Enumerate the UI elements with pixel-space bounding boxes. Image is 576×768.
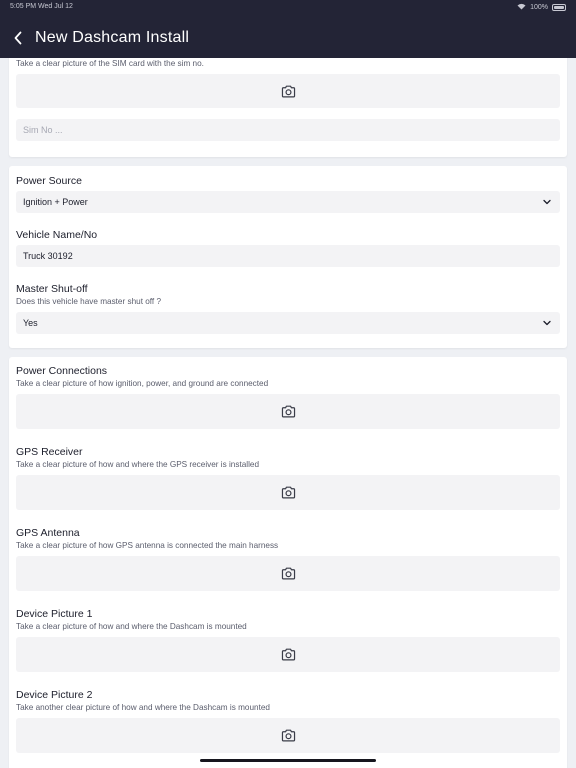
sim-card-section: [9, 48, 567, 157]
camera-icon: [281, 85, 296, 98]
vehicle-name-input[interactable]: Truck 30192: [16, 245, 560, 267]
photo-section-label: Device Picture 2: [16, 689, 93, 701]
wifi-icon: [517, 3, 526, 12]
power-source-label: Power Source: [16, 175, 82, 187]
camera-icon: [281, 648, 296, 661]
vehicle-name-label: Vehicle Name/No: [16, 229, 98, 241]
battery-percent: 100%: [530, 4, 548, 11]
photo-section-label: GPS Receiver: [16, 446, 83, 458]
master-shutoff-value: Yes: [23, 318, 38, 328]
master-shutoff-hint: Does this vehicle have master shut off ?: [16, 297, 162, 306]
status-bar: [0, 0, 576, 14]
home-indicator[interactable]: [200, 759, 376, 762]
photo-section-hint: Take a clear picture of how and where the Dashcam is mounted: [16, 622, 247, 631]
device-picture-2-photo-button[interactable]: [16, 718, 560, 753]
photo-section-label: Power Connections: [16, 365, 108, 377]
gps-receiver-photo-button[interactable]: [16, 475, 560, 510]
camera-icon: [281, 567, 296, 580]
photo-section-hint: Take a clear picture of how ignition, power, and ground are connected: [16, 379, 269, 388]
chevron-left-icon: [13, 31, 23, 45]
status-time: 5:05 PM Wed Jul 12: [10, 3, 73, 10]
sim-photo-button[interactable]: [16, 74, 560, 108]
camera-icon: [281, 405, 296, 418]
page-title: New Dashcam Install: [35, 29, 190, 46]
sim-number-input[interactable]: Sim No ...: [16, 119, 560, 141]
chevron-down-icon: [542, 197, 552, 207]
power-connections-photo-button[interactable]: [16, 394, 560, 429]
back-button[interactable]: [8, 27, 28, 49]
sim-photo-hint: Take a clear picture of the SIM card with the sim no.: [16, 59, 204, 68]
photo-section-hint: Take another clear picture of how and where the Dashcam is mounted: [16, 703, 270, 712]
device-picture-1-photo-button[interactable]: [16, 637, 560, 672]
status-indicators: [517, 3, 566, 12]
photo-section-label: GPS Antenna: [16, 527, 80, 539]
camera-icon: [281, 729, 296, 742]
power-source-value: Ignition + Power: [23, 197, 88, 207]
power-source-select[interactable]: [16, 191, 560, 213]
master-shutoff-label: Master Shut-off: [16, 283, 88, 295]
chevron-down-icon: [542, 318, 552, 328]
app-header: [0, 0, 576, 58]
battery-icon: [552, 4, 566, 11]
photo-section-hint: Take a clear picture of how and where the GPS receiver is installed: [16, 460, 260, 469]
gps-antenna-photo-button[interactable]: [16, 556, 560, 591]
vehicle-info-section: [9, 166, 567, 348]
camera-icon: [281, 486, 296, 499]
master-shutoff-select[interactable]: [16, 312, 560, 334]
photo-section-hint: Take a clear picture of how GPS antenna is connected the main harness: [16, 541, 279, 550]
photo-section-label: Device Picture 1: [16, 608, 93, 620]
install-photos-section: [9, 357, 567, 768]
